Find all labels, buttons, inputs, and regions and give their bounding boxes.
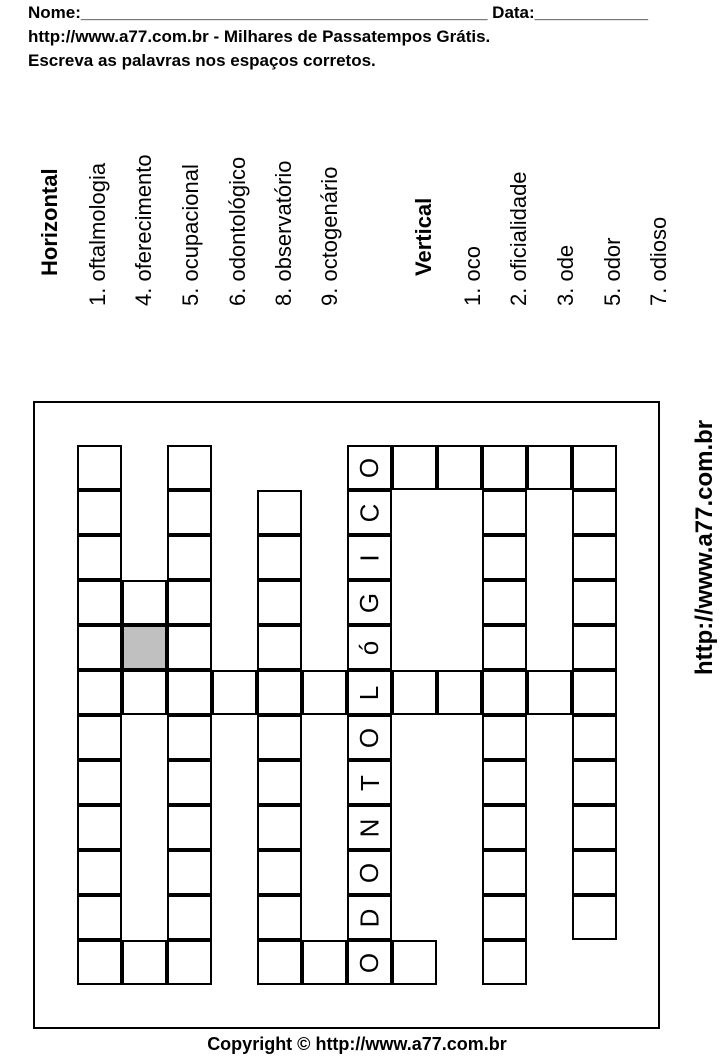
crossword-cell[interactable]: [572, 670, 617, 715]
crossword-cell[interactable]: [77, 670, 122, 715]
crossword-cell[interactable]: [302, 670, 347, 715]
cell-letter: O: [354, 952, 385, 973]
cell-letter: I: [354, 553, 385, 562]
instructions: Escreva as palavras nos espaços corretos.: [28, 51, 376, 70]
vertical-title: Vertical: [411, 197, 436, 276]
crossword-cell[interactable]: [482, 670, 527, 715]
crossword-cell[interactable]: [482, 850, 527, 895]
crossword-cell[interactable]: [527, 445, 572, 490]
crossword-cell[interactable]: [347, 625, 392, 670]
crossword-cell[interactable]: [77, 580, 122, 625]
cell-letter: G: [354, 592, 385, 613]
horizontal-clue: 8. observatório: [271, 160, 296, 306]
crossword-cell[interactable]: [572, 715, 617, 760]
crossword-cell[interactable]: [437, 445, 482, 490]
crossword-cell[interactable]: [347, 940, 392, 985]
cell-letter: O: [354, 862, 385, 883]
crossword-cell[interactable]: [482, 805, 527, 850]
vertical-clue: 7. odioso: [646, 216, 671, 306]
copyright: Copyright © http://www.a77.com.br: [207, 1034, 507, 1054]
crossword-cell[interactable]: [77, 490, 122, 535]
crossword-cell[interactable]: [482, 895, 527, 940]
crossword-cell[interactable]: [77, 535, 122, 580]
crossword-cell[interactable]: [572, 760, 617, 805]
crossword-cell[interactable]: [572, 445, 617, 490]
crossword-cell[interactable]: [167, 490, 212, 535]
cell-letter: D: [354, 908, 385, 927]
crossword-cell[interactable]: [572, 580, 617, 625]
cell-letter: T: [354, 774, 385, 791]
site-line: http://www.a77.com.br - Milhares de Passatempos Grátis.: [28, 27, 491, 46]
crossword-cell[interactable]: [392, 670, 437, 715]
crossword-cell[interactable]: [347, 850, 392, 895]
crossword-cell[interactable]: [437, 670, 482, 715]
crossword-cell[interactable]: [572, 895, 617, 940]
crossword-cell[interactable]: [482, 445, 527, 490]
vertical-clue: 5. odor: [600, 237, 625, 306]
crossword-cell[interactable]: [482, 490, 527, 535]
cell-letter: C: [354, 503, 385, 522]
crossword-cell[interactable]: [347, 805, 392, 850]
cell-letter: N: [354, 818, 385, 837]
crossword-cell[interactable]: [167, 625, 212, 670]
horizontal-clue: 9. octogenário: [317, 166, 342, 306]
crossword-cell[interactable]: [572, 490, 617, 535]
crossword-cell[interactable]: [122, 670, 167, 715]
horizontal-clue: 4. oferecimento: [131, 154, 156, 306]
crossword-cell[interactable]: [212, 670, 257, 715]
crossword-cell[interactable]: [482, 715, 527, 760]
vertical-clue: 2. oficialidade: [506, 171, 531, 306]
crossword-cell[interactable]: [122, 625, 167, 670]
crossword-cell[interactable]: [167, 445, 212, 490]
vertical-clue: 3. ode: [553, 244, 578, 306]
crossword-cell[interactable]: [257, 805, 302, 850]
cell-letter: L: [354, 685, 385, 700]
crossword-cell[interactable]: [77, 715, 122, 760]
crossword-cell[interactable]: [392, 445, 437, 490]
crossword-cell[interactable]: [347, 490, 392, 535]
crossword-cell[interactable]: [77, 445, 122, 490]
crossword-cell[interactable]: [257, 760, 302, 805]
side-url: http://www.a77.com.br: [691, 419, 718, 675]
horizontal-clue: 6. odontológico: [225, 156, 250, 306]
cell-letter: O: [354, 727, 385, 748]
vertical-clue: 1. oco: [460, 246, 485, 306]
crossword-cell[interactable]: [572, 805, 617, 850]
crossword-cell[interactable]: [257, 625, 302, 670]
crossword-cell[interactable]: [257, 580, 302, 625]
crossword-cell[interactable]: [257, 715, 302, 760]
crossword-cell[interactable]: [167, 850, 212, 895]
crossword-cell[interactable]: [482, 625, 527, 670]
crossword-cell[interactable]: [167, 940, 212, 985]
crossword-cell[interactable]: [167, 580, 212, 625]
horizontal-clue: 1. oftalmologia: [85, 162, 110, 306]
crossword-cell[interactable]: [572, 535, 617, 580]
crossword-cell[interactable]: [167, 715, 212, 760]
crossword-cell[interactable]: [347, 445, 392, 490]
crossword-cell[interactable]: [167, 670, 212, 715]
crossword-cell[interactable]: [572, 625, 617, 670]
cell-letter: O: [354, 457, 385, 478]
crossword-cell[interactable]: [257, 940, 302, 985]
crossword-cell[interactable]: [167, 535, 212, 580]
crossword-cell[interactable]: [167, 805, 212, 850]
horizontal-title: Horizontal: [37, 168, 62, 276]
crossword-cell[interactable]: [257, 850, 302, 895]
crossword-cell[interactable]: [482, 580, 527, 625]
crossword-cell[interactable]: [392, 940, 437, 985]
crossword-cell[interactable]: [122, 940, 167, 985]
crossword-cell[interactable]: [347, 895, 392, 940]
crossword-cell[interactable]: [77, 625, 122, 670]
crossword-cell[interactable]: [257, 670, 302, 715]
horizontal-clue: 5. ocupacional: [178, 164, 203, 306]
crossword-cell[interactable]: [257, 895, 302, 940]
crossword-cell[interactable]: [347, 580, 392, 625]
crossword-cell[interactable]: [347, 760, 392, 805]
crossword-cell[interactable]: [77, 895, 122, 940]
cell-letter: ó: [354, 640, 385, 655]
crossword-cell[interactable]: [122, 580, 167, 625]
crossword-cell[interactable]: [482, 535, 527, 580]
crossword-cell[interactable]: [527, 670, 572, 715]
crossword-cell[interactable]: [302, 940, 347, 985]
name-date-line: Nome:___________________________________________ Data:____________: [28, 3, 649, 22]
crossword-cell[interactable]: [77, 805, 122, 850]
crossword-cell[interactable]: [257, 535, 302, 580]
crossword-cell[interactable]: [572, 850, 617, 895]
crossword-cell[interactable]: [77, 760, 122, 805]
crossword-cell[interactable]: [257, 490, 302, 535]
crossword-cell[interactable]: [482, 940, 527, 985]
crossword-cell[interactable]: [347, 670, 392, 715]
crossword-cell[interactable]: [347, 715, 392, 760]
crossword-cell[interactable]: [167, 760, 212, 805]
crossword-cell[interactable]: [347, 535, 392, 580]
crossword-cell[interactable]: [482, 760, 527, 805]
crossword-cell[interactable]: [167, 895, 212, 940]
crossword-cell[interactable]: [77, 940, 122, 985]
crossword-cell[interactable]: [77, 850, 122, 895]
